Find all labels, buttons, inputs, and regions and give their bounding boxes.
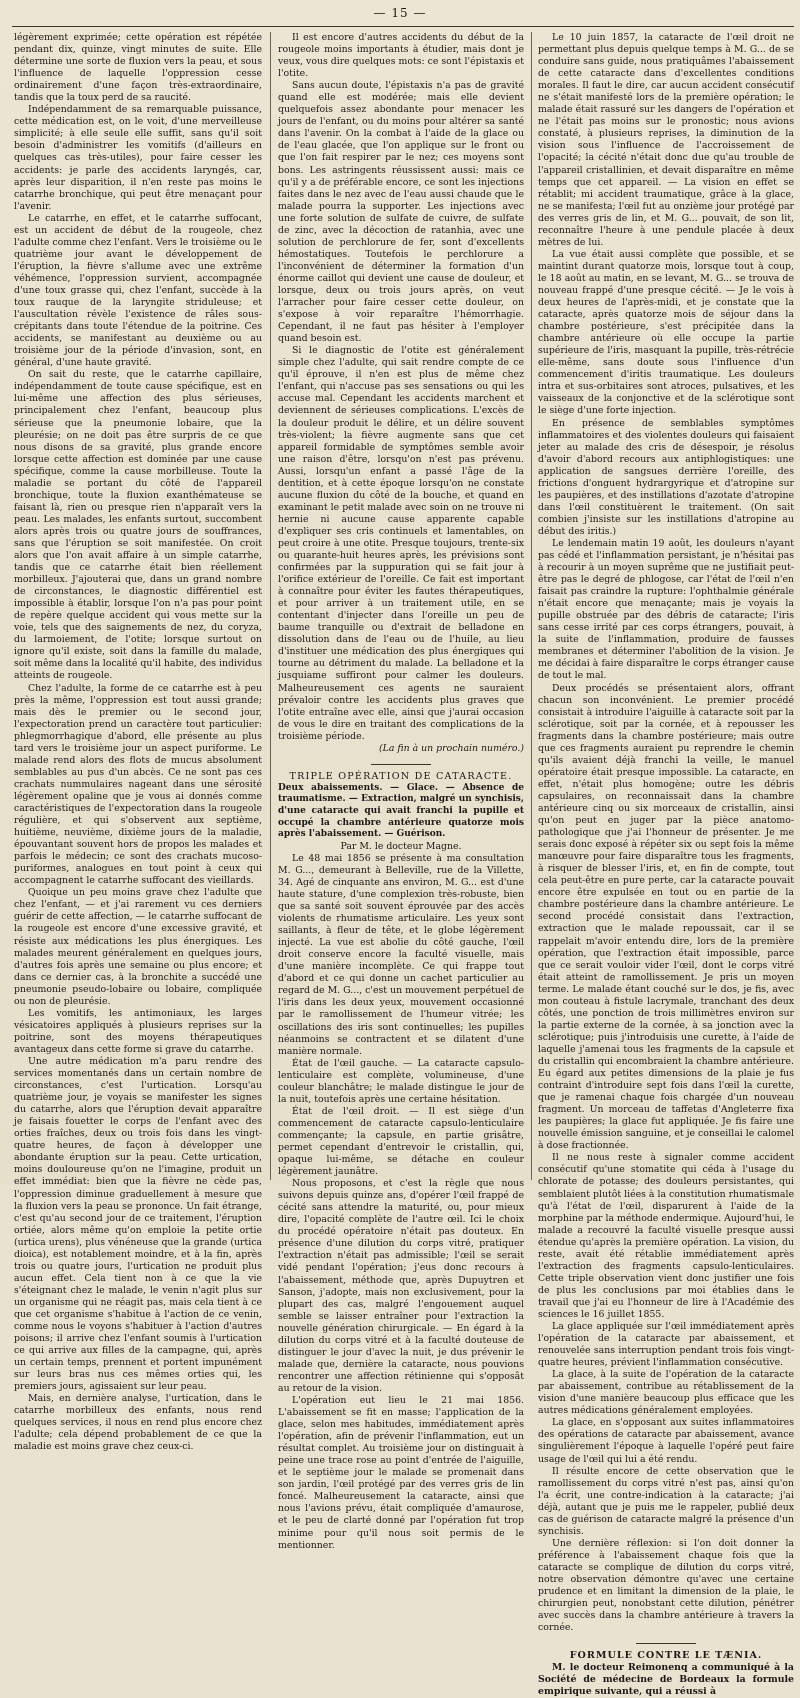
page-number: — 15 — [373, 6, 427, 20]
section-divider [636, 1643, 696, 1644]
paragraph: Il résulte encore de cette observation que le ramollissement du corps vitré n'est pas, ainsi qu'on l'a écrit, une contre-indication à la cataracte; j'ai déjà, autant que je puis me le rappeler, publié deux cas de guérison de cataracte malgré la présence d'un synchisis. [538, 1465, 794, 1537]
paragraph: La vue était aussi complète que possible, et se maintint durant quatorze mois, lorsque tout à coup, le 18 août au matin, en se levant, M. G... se trouva de nouveau frappé d'une presque cécité. — Je le vois à deux heures de l'après-midi, et je constate que la cataracte, après quatorze mois de séjour dans la chambre postérieure, s'est précipitée dans la chambre antérieure où elle occupe la partie supérieure de l'iris, masquant la pupille, très-rétrécie elle-même, sans doute sous l'influence d'un commencement d'iritis traumatique. Les douleurs intra et sus-orbitaires sont atroces, pulsatives, et les vaisseaux de la conjonctive et de la sclérotique sont le siège d'une forte injection. [538, 248, 794, 417]
header-rule [12, 26, 794, 27]
article-title: TRIPLE OPÉRATION DE CATARACTE. [289, 770, 513, 782]
continued-note: (La fin à un prochain numéro.) [379, 742, 524, 754]
paragraph: Il ne nous reste à signaler comme accident consécutif qu'une stomatite qui céda à l'usage du chlorate de potasse; des douleurs persistantes, qui semblaient plutôt liées à la constitution rhumatismale qu'à l'état de l'œil, disparurent à l'aide de la morphine par la méthode endermique. Aujourd'hui, le malade a recouvré la faculté visuelle presque aussi étendue qu'après la première opération. La vision, du reste, avait été rétablie immédiatement après l'extraction des fragments capsulo-lenticulaires. Cette triple observation vient donc justifier une fois de plus les conclusions par moi établies dans le travail que j'ai eu l'honneur de lire à l'Académie des sciences le 16 juillet 1855. [538, 1152, 794, 1320]
paragraph: Une autre médication m'a paru rendre des services momentanés dans un certain nombre de circonstances, c'est l'urtication. Lorsqu'au quatrième jour, je voyais se manifester les signes du catarrhe, alors que l'éruption devait apparaître je faisais fouetter le corps de l'enfant avec des orties fraîches, deux ou trois fois dans les vingt-quatre heures, de façon à développer une abondante éruption sur la peau. Cette urtication, moins douloureuse qu'on ne l'imagine, produit un effet immédiat: bien que la fièvre ne cède pas, l'oppression diminue graduellement à mesure que la fluxion vers la peau se prononce. Un fait étrange, c'est qu'au second jour de ce traitement, l'éruption ortiée, alors même qu'on emploie la petite ortie (urtica urens), plus vénéneuse que la grande (urtica dioica), est notablement moindre, et à la fin, après trois ou quatre jours, l'urtication ne produit plus aucun effet. Cela tient non à ce que la vie s'éteignant chez le malade, le venin n'agit plus sur un organisme qui ne réagit pas, mais cela tient à ce que cet organisme s'habitue à l'action de ce venin, comme nous le voyons s'habituer à l'action d'autres poisons; il arrive chez l'enfant soumis à l'urtication ce qui arrive aux filles de la campagne, qui, après un certain temps, prennent et portent impunément sur leurs bras nus ces mêmes orties qui, les premiers jours, agissaient sur leur peau. [14, 1055, 262, 1393]
column-middle [278, 32, 525, 1551]
paragraph: Nous proposons, et c'est la règle que nous suivons depuis quinze ans, d'opérer l'œil frappé de cécité sans attendre la maturité, ou, pour mieux dire, l'opacité complète de l'autre œil. Ici le choix du procédé opératoire n'était pas douteux. En présence d'une dilution du corps vitré, pratiquer l'extraction n'était pas admissible; l'œil se serait vidé pendant l'opération; j'eus donc recours à l'abaissement, méthode que, après Dupuytren et Sanson, j'adopte, mais non exclusivement, pour la plupart des cas, malgré l'engouement auquel semble se laisser entraîner pour l'extraction la nouvelle génération chirurgicale. — En égard à la dilution du corps vitré et à la faculté douteuse de distinguer le jour d'avec la nuit, je dus prévenir le malade que, dernière la cataracte, nous pouvions rencontrer une affection rétinienne qui s'opposât au retour de la vision. [278, 1178, 524, 1394]
paragraph: Le 48 mai 1856 se présente à ma consultation M. G..., demeurant à Belleville, rue de la Villette, 34. Agé de cinquante ans environ, M. G... est d'une haute stature, d'une complexion très-robuste, bien que sa santé soit souvent éprouvée par des accès violents de rhumatisme articulaire. Les yeux sont saillants, à fleur de tête, et le globe légèrement injecté. La vue est abolie du côté gauche, l'œil droit conserve encore la faculté visuelle, mais d'une manière incomplète. Ce qui frappe tout d'abord et ce qui donne un cachet particulier au regard de M. G..., c'est un mouvement perpétuel de l'iris dans les deux yeux, mouvement occasionné par le ramollissement de l'humeur vitrée; les oscillations des iris sont continuelles; les pupilles néanmoins se contractent et se dilatent d'une manière normale. [278, 852, 524, 1057]
article-summary: Deux abaissements. — Glace. — Absence de traumatisme. — Extraction, malgré un synchisis, d'une cataracte qui avait franchi la pupille et occupé la chambre antérieure quatorze mois après l'abaissement. — Guérison. [278, 782, 524, 840]
column-left [14, 32, 263, 1453]
paragraph: Chez l'adulte, la forme de ce catarrhe est à peu près la même, l'oppression est tout aussi grande; mais dès le premier ou le second jour, l'expectoration prend un caractère tout particulier: phlegmorrhagique d'abord, elle présente au plus tard vers le troisième jour un aspect puriforme. Le malade rend alors des flots de mucus absolument semblables au pus d'un abcès. Ce ne sont pas ces crachats nummulaires nageant dans une sérosité légèrement opaline que je vous ai donnés comme caractéristiques de l'expectoration dans la rougeole régulière, et qui s'observent aux septième, huitième, neuvième, dixième jours de la maladie, épouvantant souvent hors de propos les malades et parfois le médecin; ce sont des crachats mucoso-puriformes, analogues en tout point à ceux qui accompagnent le catarrhe suffocant des vieillards. [14, 682, 262, 887]
paragraph: M. le docteur Reimonenq a communiqué à la Société de médecine de Bordeaux la formule empirique suivante, qui a réussi à [538, 1662, 794, 1698]
section-divider [371, 764, 431, 765]
column-divider [270, 32, 271, 1180]
paragraph: Le catarrhe, en effet, et le catarrhe suffocant, est un accident de début de la rougeole, chez l'adulte comme chez l'enfant. Vers le troisième ou le quatrième jour avant le développement de l'éruption, la fièvre s'allume avec une extrême véhémence, l'oppression survient, accompagnée d'une toux grasse qui, chez l'enfant, succède à la toux rauque de la laryngite striduleuse; et l'auscultation révèle l'existence de râles sous-crépitants dans toute l'étendue de la poitrine. Ces accidents, se manifestant au deuxième ou au troisième jour de la période d'invasion, sont, en général, d'une haute gravité. [14, 212, 262, 369]
paragraph: Le lendemain matin 19 août, les douleurs n'ayant pas cédé et l'inflammation persistant, je n'hésitai pas à recourir à un moyen suprême que ne justifiait peut-être pas le degré de phlogose, car l'état de l'œil n'en faisait pas craindre la rupture: l'ophthalmie générale n'était encore que menaçante; mais je voyais la pupille obstruée par des débris de cataracte; l'iris sans cesse irrité par ces corps étrangers, pouvait, à la suite de l'inflammation, produire de fausses membranes et déterminer l'abolition de la vision. Je me décidai à faire disparaître le corps étranger cause de tout le mal. [538, 537, 794, 682]
paragraph: Quoique un peu moins grave chez l'adulte que chez l'enfant, — et j'ai rarement vu ces derniers guérir de cette affection, — le catarrhe suffocant de la rougeole est encore d'une excessive gravité, et résiste aux médications les plus énergiques. Les malades meurent généralement en quelques jours, d'autres fois après une semaine ou plus encore; et dans ce dernier cas, à la bronchite a succédé une pneumonie pseudo-lobaire ou lobaire, compliquée ou non de pleurésie. [14, 887, 262, 1007]
paragraph: Mais, en dernière analyse, l'urtication, dans le catarrhe morbilleux des enfants, nous rend quelques services, il nous en rend plus encore chez l'adulte; cela dépend probablement de ce que la maladie est moins grave chez ceux-ci. [14, 1393, 262, 1453]
paragraph: On sait du reste, que le catarrhe capillaire, indépendamment de toute cause spécifique, est en lui-même une affection des plus sérieuses, principalement chez l'enfant, beaucoup plus sérieuse que la pneumonie lobaire, que la pleurésie; on ne doit pas être surpris de ce que nous disons de sa gravité, plus grande encore lorsque cette affection est dominée par une cause spécifique, comme la cause morbilleuse. Toute la maladie se portant du côté de l'appareil bronchique, toute la fluxion exanthémateuse se faisant là, rien ou presque rien n'apparaît vers la peau. Les malades, les enfants surtout, succombent alors après trois ou quatre jours de souffrances, sans que l'éruption se soit manifestée. On croit alors que l'on avait affaire à un simple catarrhe, tandis que ce catarrhe était bien réellement morbilleux. J'ajouterai que, dans un grand nombre de circonstances, le diagnostic différentiel est impossible à établir, lorsque l'on n'a pas pour point de repère quelque accident qui vous mette sur la voie, tels que des saignements de nez, du coryza, du larmoiement, de l'otite; lorsque surtout on ignore qu'il existe, soit dans la famille du malade, soit même dans la localité qu'il habite, des individus atteints de rougeole. [14, 369, 263, 682]
paragraph: La glace, à la suite de l'opération de la cataracte par abaissement, contribue au rétablissement de la vision d'une manière beaucoup plus efficace que les autres médications généralement employées. [538, 1369, 794, 1417]
paragraph: La glace, en s'opposant aux suites inflammatoires des opérations de cataracte par abaissement, avance singulièrement l'époque à laquelle l'opéré peut faire usage de l'œil qui lui a été rendu. [538, 1417, 794, 1465]
paragraph: Si le diagnostic de l'otite est généralement simple chez l'adulte, qui sait rendre compte de ce qu'il éprouve, il n'en est plus de même chez l'enfant, qui n'accuse pas ses sensations ou qui les accuse mal. Cependant les accidents marchent et deviennent de sérieuses complications. L'excès de la douleur produit le délire, et un délire souvent très-violent; la fièvre augmente sans que cet appareil formidable de symptômes semble avoir une raison d'être, lorsqu'on n'est pas prévenu. Aussi, lorsqu'un enfant a passé l'âge de la dentition, et à cette époque lorsqu'on ne constate aucune fluxion du côté de la bouche, et quand en examinant le petit malade avec soin on ne trouve ni hernie ni aucune cause apparente capable d'expliquer ses cris continuels et lamentables, on peut croire à une otite. Presque toujours, trente-six ou quarante-huit heures après, les prévisions sont confirmées par la suppuration qui se fait jour à l'orifice extérieur de l'oreille. Ce fait est important à connaître pour éviter les fautes thérapeutiques, et pour arriver à un traitement utile, en se contentant d'injecter dans l'oreille un peu de baume tranquille ou d'extrait de belladone en dissolution dans de l'eau ou de l'huile, au lieu d'instituer une médication des plus énergiques qui tourne au détriment du malade. La belladone et la jusquiame suffiront pour calmer les douleurs. Malheureusement ces agents ne sauraient prévaloir contre les accidents plus graves que l'otite entraîne avec elle, ainsi que j'aurai occasion de vous le dire en traitant des complications de la troisième période. [278, 345, 524, 742]
paragraph: légèrement exprimée; cette opération est répétée pendant dix, quinze, vingt minutes de suite. Elle détermine une sorte de fluxion vers la peau, et sous l'influence de laquelle l'oppression cesse ordinairement d'une façon très-extraordinaire, tandis que la toux perd de sa raucité. [14, 32, 262, 104]
paragraph: État de l'œil gauche. — La cataracte capsulo-lenticulaire est complète, volumineuse, d'une couleur blanchâtre; le malade distingue le jour de la nuit, toutefois après une certaine hésitation. [278, 1057, 524, 1105]
paragraph: Une dernière réflexion: si l'on doit donner la préférence à l'abaissement chaque fois que la cataracte se complique de dilution du corps vitré, notre observation démontre qu'avec une certaine prudence et en limitant la dimension de la plaie, le chirurgien peut, nonobstant cette dilution, pénétrer avec succès dans la chambre antérieure à travers la cornée. [538, 1537, 794, 1634]
column-divider [531, 32, 532, 1180]
article-title: FORMULE CONTRE LE TÆNIA. [569, 1650, 763, 1662]
paragraph: Le 10 juin 1857, la cataracte de l'œil droit ne permettant plus depuis quelque temps à M. G... de se conduire sans guide, nous pratiquâmes l'abaissement de cette cataracte dans d'excellentes conditions morales. Il faut le dire, car aucun accident consécutif ne s'était manifesté lors de la première opération; le malade était rassuré sur les dangers de l'opération et ne l'était pas moins sur le pronostic; nous avions constaté, à plusieurs reprises, la diminution de la vision sous l'influence de l'accroissement de l'opacité; la cécité n'était donc due qu'au trouble de l'appareil cristallinien, et devait disparaître en même temps que cet appareil. — La vision en effet se rétablit; mi accident traumatique, grâce à la glace, ne se manifesta; l'œil fut au onzième jour protégé par des verres gris de lin, et M. G... pouvait, de son lit, reconnaître l'heure à une pendule placée à deux mètres de lui. [538, 32, 794, 248]
paragraph: La glace appliquée sur l'œil immédiatement après l'opération de la cataracte par abaissement, et renouvelée sans interruption pendant trois fois vingt-quatre heures, prévient l'inflammation consécutive. [538, 1321, 794, 1369]
column-right [538, 32, 795, 1698]
paragraph: L'opération eut lieu le 21 mai 1856. L'abaissement se fit en masse; l'application de la glace, selon mes habitudes, immédiatement après l'opération, afin de prévenir l'inflammation, eut un résultat complet. Au troisième jour on distinguait à peine une trace rose au point d'entrée de l'aiguille, et le septième jour le malade se promenait dans son jardin, l'œil protégé par des verres gris de lin foncé. Malheureusement la cataracte, ainsi que nous l'avions prévu, était compliquée d'amaurose, et le peu de clarté donné par l'opération fut trop minime pour qu'il nous soit permis de le mentionner. [278, 1394, 524, 1551]
paragraph: Indépendamment de sa remarquable puissance, cette médication est, on le voit, d'une merveilleuse simplicité; à elle seule elle suffit, sans qu'il soit besoin d'administrer les vomitifs (d'ailleurs en quelques cas très-utiles), pour faire cesser les accidents: je parle des accidents laryngés, car, après leur disparition, il n'en reste pas moins le catarrhe bronchique, qui peut être menaçant pour l'avenir. [14, 104, 262, 212]
paragraph: État de l'œil droit. — Il est siège d'un commencement de cataracte capsulo-lenticulaire commençante; la capsule, en partie grisâtre, permet cependant d'entrevoir le cristallin, qui, opaque lui-même, se détache en couleur légèrement jaunâtre. [278, 1105, 524, 1178]
paragraph: Deux procédés se présentaient alors, offrant chacun son inconvénient. Le premier procédé consistait à introduire l'aiguille à cataracte soit par la sclérotique, soit par la cornée, et à repousser les fragments dans la chambre postérieure; mais outre que ces fragments auraient pu reprendre le chemin qu'ils avaient déjà franchi la veille, le manuel opératoire était presque impossible. La cataracte, en effet, n'était plus homogène; outre les débris capsulaires, on reconnaissait dans la chambre antérieure cinq ou six morceaux de cristallin, ainsi qu'on peut en juger par la pièce anatomo-pathologique que j'ai l'honneur de présenter. Je me serais donc exposé à répéter six ou sept fois la même manœuvre pour faire disparaître tous les fragments, à risquer de blesser l'iris, et, en fin de compte, tout cela peut-être en pure perte, car la cataracte pouvait encore être expulsée en tout ou en partie de la chambre postérieure dans la chambre antérieure. Le second procédé consistait dans l'extraction, extraction que le malade repoussait, car il se rappelait m'avoir entendu dire, lors de la première opération, que l'extraction était impossible, parce que ce serait vouloir vider l'œil, dont le corps vitré était atteint de ramollissement. Je pris un moyen terme. Le malade étant couché sur le dos, je fis, avec mon couteau à fistule lacrymale, tranchant des deux côtés, une ponction de trois millimètres environ sur la partie externe de la cornée, à sa jonction avec la sclérotique; puis j'introduisis une curette, à l'aide de laquelle j'amenai tous les fragments de la capsule et du cristallin qui encombraient la chambre antérieure. Eu égard aux petites dimensions de la plaie je fus contraint d'introduire sept fois dans l'œil la curette, que je ramenai chaque fois chargée d'un nouveau fragment. Un morceau de taffetas d'Angleterre fixa les paupières; la glace fut appliquée. Je fis faire une nouvelle émission sanguine, et je conseillai le calomel à dose fractionnée. [538, 682, 795, 1152]
paragraph: En présence de semblables symptômes inflammatoires et des violentes douleurs qui faisaient jeter au malade des cris de désespoir, je résolus d'avoir d'abord recours aux antiphlogistiques: une application de sangsues derrière l'oreille, des frictions d'onguent hydrargyrique et d'atropine sur les paupières, et des instillations d'azotate d'atropine dans l'œil constituèrent le traitement. (On sait combien j'insiste sur les instillations d'atropine au début des iritis.) [538, 417, 794, 537]
paragraph: Il est encore d'autres accidents du début de la rougeole moins importants à étudier, mais dont je veux, vous dire quelques mots: ce sont l'épistaxis et l'otite. [278, 32, 525, 80]
paragraph: Les vomitifs, les antimoniaux, les larges vésicatoires appliqués à plusieurs reprises sur la poitrine, sont des moyens thérapeutiques avantageux dans cette forme si grave du catarrhe. [14, 1007, 262, 1055]
paragraph: Sans aucun doute, l'épistaxis n'a pas de gravité quand elle est modérée; mais elle devient quelquefois assez abondante pour menacer les jours de l'enfant, ou du moins pour altérer sa santé dans l'avenir. On la combat à l'aide de la glace ou de l'eau glacée, que l'on applique sur le front ou que l'on fait respirer par le nez; ces moyens sont bons. Les astringents réussissent aussi: mais ce qu'il y a de préférable encore, ce sont les injections faites dans le nez avec de l'eau aussi chaude que le malade pourra la supporter. Les injections avec une forte solution de sulfate de cuivre, de sulfate de zinc, avec la décoction de ratanhia, avec une solution de perchlorure de fer, sont d'excellents hémostatiques. Toutefois le perchlorure a l'inconvénient de déterminer la formation d'un énorme caillot qui devient une cause de douleur, et lorsque, deux ou trois jours après, on veut l'arracher pour faire cesser cette douleur, on s'expose à voir reparaître l'hémorrhagie. Cependant, il ne faut pas hésiter à l'employer quand besoin est. [278, 80, 524, 345]
article-author: Par M. le docteur Magne. [340, 840, 462, 852]
